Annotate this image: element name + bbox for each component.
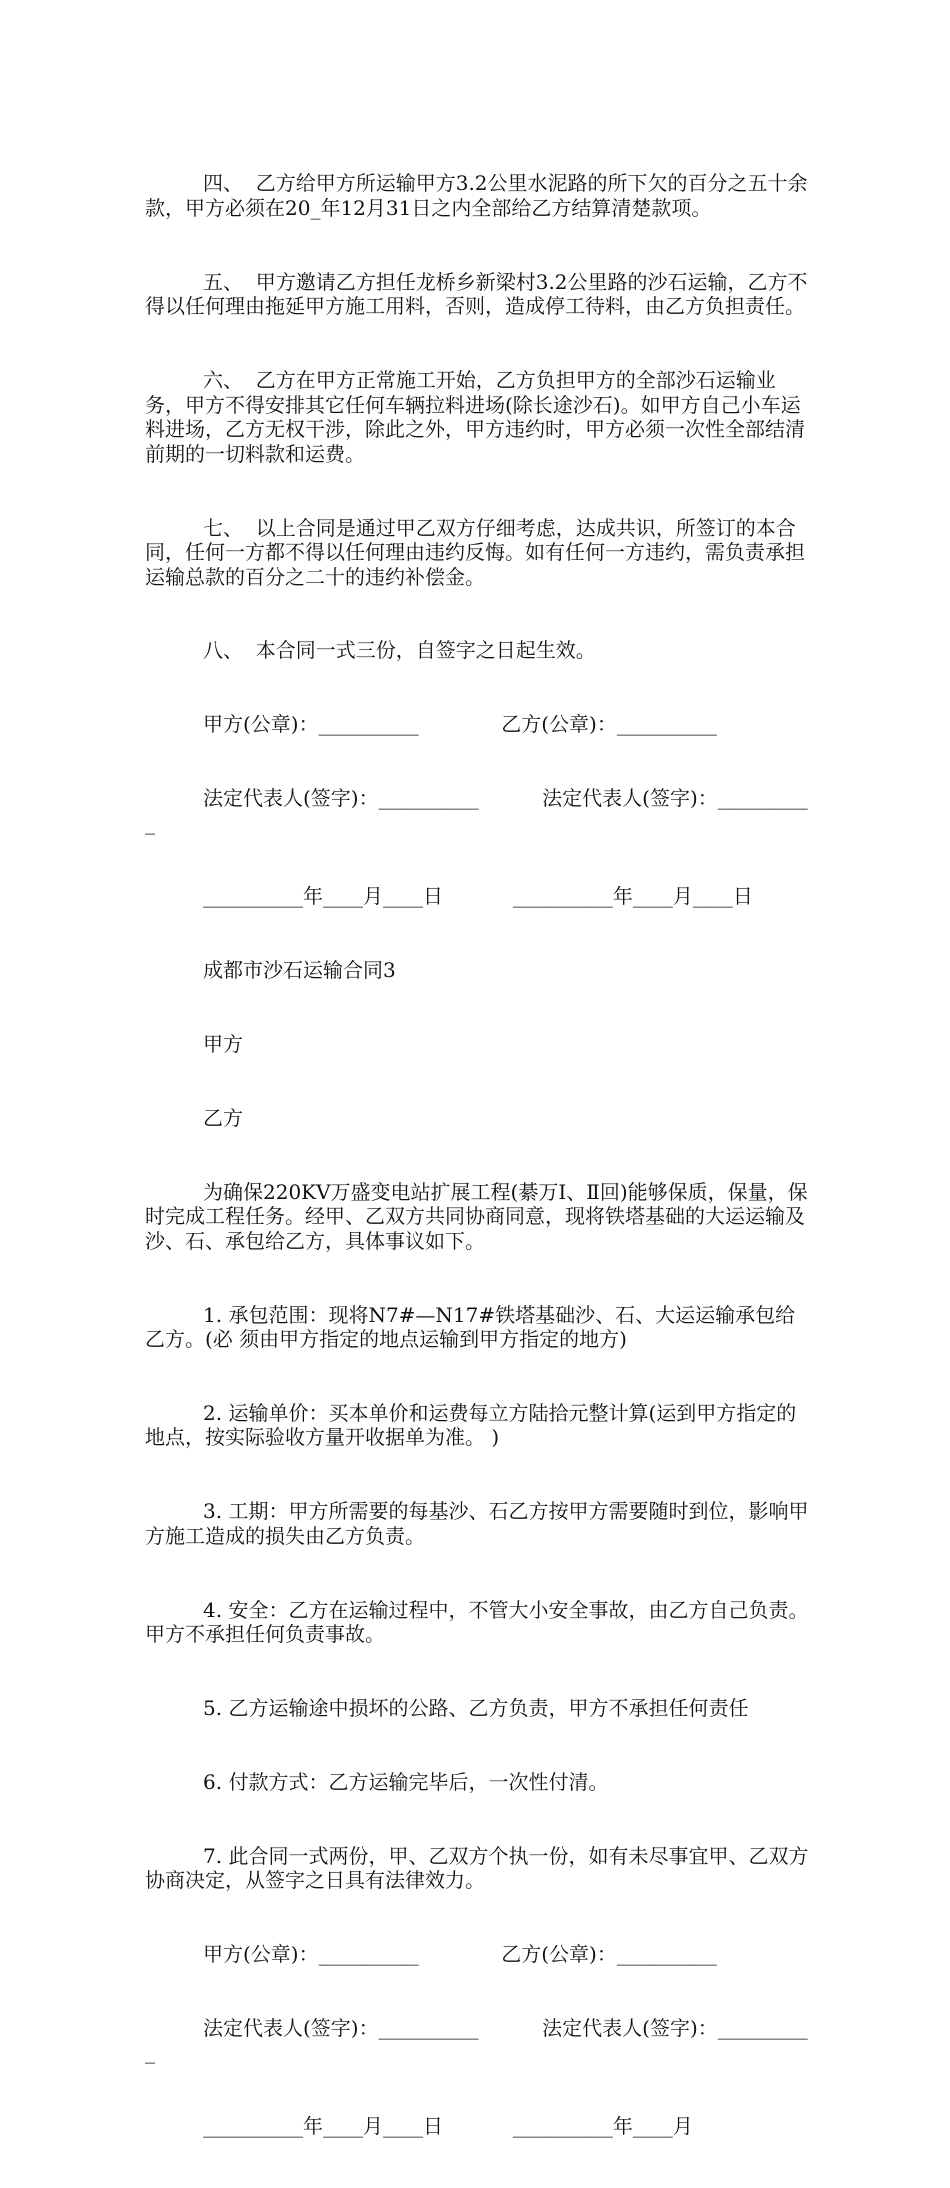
clause-4: 四、 乙方给甲方所运输甲方3.2公里水泥路的所下欠的百分之五十余款，甲方必须在20_年12月31日之内全部给乙方结算清楚款项。: [145, 171, 808, 220]
contract-3-preamble: 为确保220KV万盛变电站扩展工程(綦万Ⅰ、Ⅱ回)能够保质，保量，保时完成工程任务。经甲、乙双方共同协商同意，现将铁塔基础的大运运输及沙、石、承包给乙方，具体事议如下。: [145, 1179, 808, 1253]
clause-8: 八、 本合同一式三份，自签字之日起生效。: [203, 638, 596, 663]
signature-representative: 法定代表人(签字)：__________ 法定代表人(签字)：__________: [145, 786, 808, 835]
clause-7: 七、 以上合同是通过甲乙双方仔细考虑，达成共识，所签订的本合同，任何一方都不得以任何理由违约反悔。如有任何一方违约，需负责承担运输总款的百分之二十的违约补偿金。: [145, 515, 805, 589]
item-1-scope: 1. 承包范围：现将N7#—N17#铁塔基础沙、石、大运运输承包给乙方。(必 须由甲方指定的地点运输到甲方指定的地方): [145, 1302, 796, 1352]
item-5-road-damage: 5. 乙方运输途中损坏的公路、乙方负责，甲方不承担任何责任: [203, 1696, 749, 1720]
clause-5: 五、 甲方邀请乙方担任龙桥乡新梁村3.2公里路的沙石运输，乙方不得以任何理由拖延甲方施工用料，否则，造成停工待料，由乙方负担责任。: [145, 269, 808, 319]
item-6-payment: 6. 付款方式：乙方运输完毕后，一次性付清。: [203, 1769, 609, 1794]
contract-text: [145, 122, 810, 2188]
party-b-label: 乙方: [203, 1105, 243, 1130]
signature-representative-2: 法定代表人(签字)：__________ 法定代表人(签字)：__________: [145, 2015, 808, 2065]
item-7-copies: 7. 此合同一式两份，甲、乙双方个执一份，如有未尽事宜甲、乙双方协商决定，从签字之日具有法律效力。: [145, 1843, 809, 1893]
signature-party-seal-2: 甲方(公章)：__________ 乙方(公章)：__________: [203, 1941, 717, 1966]
signature-party-seal: 甲方(公章)：__________ 乙方(公章)：__________: [203, 712, 717, 737]
item-3-schedule: 3. 工期：甲方所需要的每基沙、石乙方按甲方需要随时到位，影响甲方施工造成的损失由乙方负责。: [145, 1499, 809, 1548]
item-2-unit-price: 2. 运输单价：买本单价和运费每立方陆拾元整计算(运到甲方指定的地点，按实际验收方量开收据单为准。 ): [145, 1400, 797, 1450]
item-4-safety: 4. 安全：乙方在运输过程中，不管大小安全事故，由乙方自己负责。甲方不承担任何负责事故。: [145, 1597, 809, 1647]
signature-date-2: __________年____月____日 __________年____月: [203, 2114, 693, 2139]
contract-3-title: 成都市沙石运输合同3: [203, 958, 396, 983]
signature-date: __________年____月____日 __________年____月____日: [203, 884, 753, 909]
clause-6: 六、 乙方在甲方正常施工开始，乙方负担甲方的全部沙石运输业务，甲方不得安排其它任何车辆拉料进场(除长途沙石)。如甲方自己小车运料进场，乙方无权干涉，除此之外，甲方违约时，甲方必须一次性全部结清前期的一切料款和运费。: [145, 367, 805, 466]
party-a-label: 甲方: [203, 1031, 243, 1056]
